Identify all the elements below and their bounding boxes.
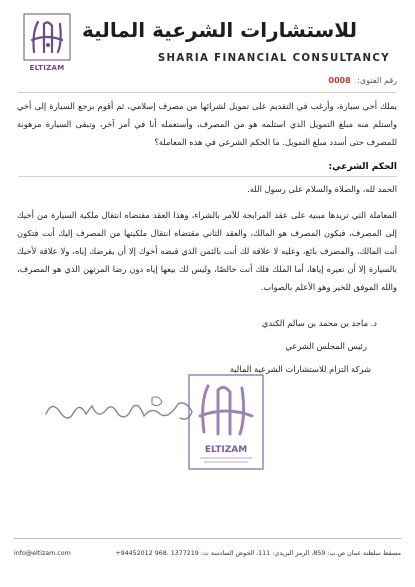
handwritten-signature bbox=[40, 392, 200, 432]
brand-name-arabic: للاستشارات الشرعية المالية bbox=[82, 18, 357, 42]
fatwa-number-label: رقم الفتوى: bbox=[357, 76, 397, 85]
signatory-title: رئيس المجلس الشرعي bbox=[285, 341, 367, 351]
signatory-company: شركة التزام للاستشارات الشرعية المالية bbox=[229, 364, 371, 374]
footer-email: info@eltizam.com bbox=[14, 550, 71, 557]
ruling-heading: الحكم الشرعي: bbox=[328, 162, 397, 172]
company-logo bbox=[22, 12, 72, 74]
greeting-line: الحمد لله، والصلاة والسلام على رسول الله. bbox=[247, 184, 397, 194]
brand-name-english: SHARIA FINANCIAL CONSULTANCY bbox=[157, 52, 390, 64]
fatwa-number-value: 0008 bbox=[328, 76, 351, 85]
logo-calligraphy-icon bbox=[22, 12, 72, 62]
logo-text: ELTIZAM bbox=[29, 64, 65, 72]
footer-divider bbox=[14, 538, 401, 539]
fatwa-number-field bbox=[328, 76, 397, 85]
header-divider bbox=[18, 92, 397, 93]
answer-paragraph: المعاملة التي تريدها مبنية على عقد المرابحة للآمر بالشراء، وهذا العقد مقتضاه انتقال ملكية السيارة من أخيك إلى المصرف، فيكون المصرف هو المالك، والعقد الثاني مقتضاه انتقال ملكيتها من المصرف إليك أنت فتكون أنت المالك، والمصرف بائع، وعليه لا علاقة لك أنت بالثمن الذي قبضه أخوك إلا أن يقرضك إياه، ولا علاقة لأخيك بالسيارة إلا أن تعيره إياها، أما الملك فلك أنت خالصًا، وليس لك بيعها إياه دون رضا المرتهن الذي هو المصرف، والله الموفق للخير وهو الأعلم بالصواب. bbox=[17, 210, 397, 292]
stamp-text: ELTIZAM bbox=[204, 445, 248, 455]
footer-address: مسقط سلطنة عمان ص.ب: 859، الرمز البريدي: 111، الخوض السادسة ت: 1377219 .968 94452012+ bbox=[115, 550, 401, 557]
signatory-name: د. ماجد بن محمد بن سالم الكندي bbox=[261, 318, 377, 328]
ruling-divider bbox=[18, 176, 397, 177]
question-paragraph: يملك أخي سيارة، وأرغب في التقديم على تمويل لشرائها من مصرف إسلامي، ثم أقوم برجع السيارة إلى أخي واستلم منه مبلغ التمويل الذي استلمه هو من المصرف، وأستعمله أنا في أمر آخر، وتبقى السيارة مرهونة للمصرف حتى أسدد مبلغ التمويل. ما الحكم الشرعي في هذه المعاملة؟ bbox=[17, 101, 397, 147]
